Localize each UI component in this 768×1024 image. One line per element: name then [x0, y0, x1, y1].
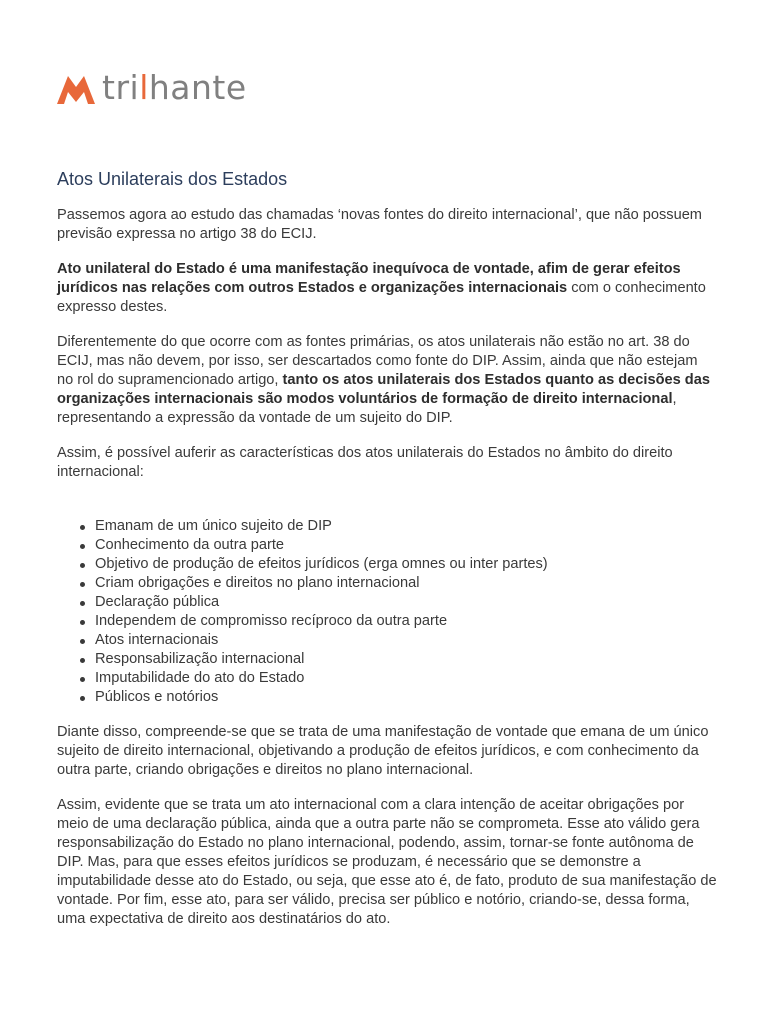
sources-end: , representando a expressão da vontade de um sujeito do DIP.	[57, 391, 677, 426]
definition-rest: com o conhecimento expresso destes.	[57, 280, 706, 315]
list-item: Criam obrigações e direitos no plano internacional	[57, 574, 717, 593]
sources-bold: tanto os atos unilaterais dos Estados quanto as decisões das organizações internacionais são modos voluntários de formação de direito internacional	[57, 372, 710, 407]
characteristics-list	[57, 517, 717, 707]
intro-paragraph: Passemos agora ao estudo das chamadas ‘novas fontes do direito internacional’, que não possuem previsão expressa no artigo 38 do ECIJ.	[57, 207, 702, 242]
sources-paragraph	[57, 333, 717, 428]
list-item: Objetivo de produção de efeitos jurídicos (erga omnes ou inter partes)	[57, 555, 717, 574]
final-paragraph: Assim, evidente que se trata um ato internacional com a clara intenção de aceitar obrigações por meio de uma declaração pública, ainda que a outra parte não se comprometa. Esse ato válido gera responsabilização do Estado no plano internacional, podendo, assim, tornar-se fonte autônoma de DIP. Mas, para que esses efeitos jurídicos se produzam, é necessário que se demonstre a imputabilidade desse ato do Estado, ou seja, que esse ato é, de fato, produto de sua manifestação de vontade. Por fim, esse ato, para ser válido, precisa ser público e notório, criando-se, dessa forma, uma expectativa de direito aos destinatários do ato.	[57, 797, 717, 927]
document-title: Atos Unilaterais dos Estados	[57, 169, 288, 189]
list-item: Conhecimento da outra parte	[57, 536, 717, 555]
list-item: Emanam de um único sujeito de DIP	[57, 517, 717, 536]
definition-bold: Ato unilateral do Estado é uma manifestação inequívoca de vontade, afim de gerar efeitos jurídicos nas relações com outros Estados e organizações internacionais	[57, 261, 681, 296]
document-body	[57, 168, 717, 945]
sources-start: Diferentemente do que ocorre com as fontes primárias, os atos unilaterais não estão no art. 38 do ECIJ, mas não devem, por isso, ser descartados como fonte do DIP. Assim, ainda que não estejam no rol do supramencionado artigo,	[57, 334, 698, 388]
brand-name-suffix: hante	[148, 68, 247, 107]
list-item: Atos internacionais	[57, 631, 717, 650]
list-item: Independem de compromisso recíproco da outra parte	[57, 612, 717, 631]
list-item: Públicos e notórios	[57, 688, 717, 707]
mountain-logo-icon	[56, 71, 96, 105]
list-item: Responsabilização internacional	[57, 650, 717, 669]
brand-wordmark	[102, 68, 247, 108]
brand-name-prefix: tri	[102, 68, 140, 107]
brand-logo	[56, 68, 247, 108]
characteristics-intro: Assim, é possível auferir as características dos atos unilaterais do Estados no âmbito do direito internacional:	[57, 445, 673, 480]
list-item: Declaração pública	[57, 593, 717, 612]
definition-paragraph	[57, 260, 717, 317]
list-item: Imputabilidade do ato do Estado	[57, 669, 717, 688]
brand-name-accent: l	[139, 68, 149, 107]
conclusion-paragraph: Diante disso, compreende-se que se trata de uma manifestação de vontade que emana de um único sujeito de direito internacional, objetivando a produção de efeitos jurídicos, e com conhecimento da outra parte, criando obrigações e direitos no plano internacional.	[57, 724, 709, 778]
